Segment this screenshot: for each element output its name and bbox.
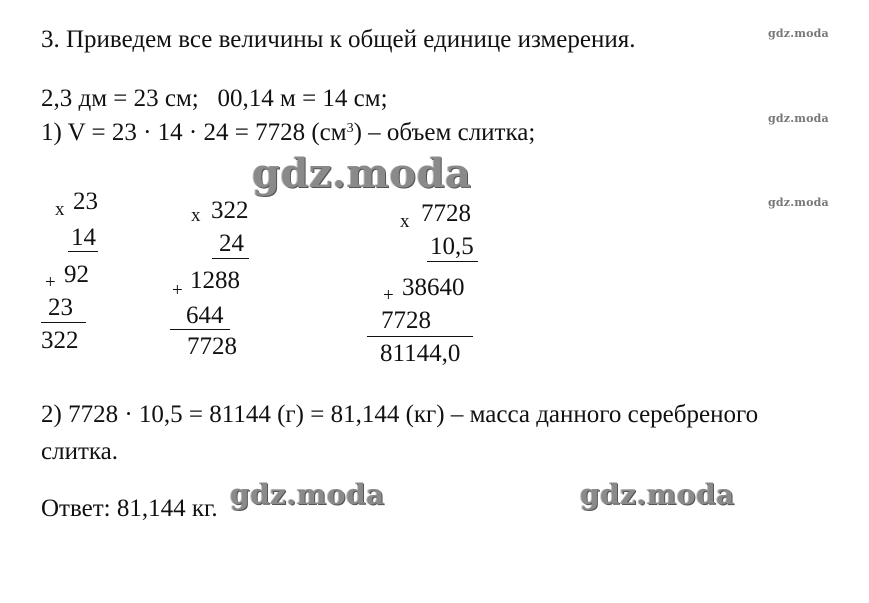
calc2-underline-2 bbox=[170, 329, 230, 330]
calc1-result: 322 bbox=[41, 327, 79, 354]
calc2-multiplier: 24 bbox=[219, 230, 244, 257]
calc3-multiply-sign: x bbox=[400, 211, 410, 232]
conversion-line: 2,3 дм = 23 см; 00,14 м = 14 см; bbox=[41, 85, 388, 112]
calc1-underline-2 bbox=[41, 322, 86, 323]
task-heading: 3. Приведем все величины к общей единице измерения. bbox=[41, 26, 636, 53]
calc3-underline-2 bbox=[367, 336, 473, 337]
calc1-multiplicand: 23 bbox=[73, 188, 98, 215]
step1-suffix: ) – объем слитка; bbox=[353, 119, 536, 146]
calc2-partial-1: 1288 bbox=[190, 267, 240, 294]
calc3-plus-sign: + bbox=[383, 285, 394, 306]
calc2-plus-sign: + bbox=[172, 280, 183, 301]
calc1-underline-1 bbox=[68, 251, 98, 252]
calc1-partial-2: 23 bbox=[48, 294, 73, 321]
calc3-multiplier: 10,5 bbox=[430, 233, 474, 260]
calc3-result: 81144,0 bbox=[380, 340, 461, 367]
calc3-partial-2: 7728 bbox=[381, 307, 431, 334]
calc2-multiplicand: 322 bbox=[211, 197, 249, 224]
step1-prefix: 1) V = 23 · 14 · 24 = 7728 (см bbox=[41, 119, 347, 146]
watermark-small-3: gdz.moda bbox=[768, 196, 829, 209]
calc1-multiply-sign: x bbox=[55, 199, 65, 220]
calc3-partial-1: 38640 bbox=[402, 274, 465, 301]
calc2-result: 7728 bbox=[187, 333, 237, 360]
watermark-small-1: gdz.moda bbox=[768, 27, 829, 40]
step1-line bbox=[41, 118, 535, 148]
watermark-large-2: gdz.moda bbox=[230, 478, 385, 511]
calc2-underline-1 bbox=[212, 258, 249, 259]
step2-line-1: 2) 7728 · 10,5 = 81144 (г) = 81,144 (кг) – масса данного серебреного bbox=[41, 401, 759, 428]
watermark-small-2: gdz.moda bbox=[768, 112, 829, 125]
calc2-multiply-sign: x bbox=[191, 205, 201, 226]
step1-superscript: 3 bbox=[346, 121, 354, 136]
calc3-underline-1 bbox=[427, 261, 478, 262]
calc2-partial-2: 644 bbox=[186, 302, 224, 329]
calc1-multiplier: 14 bbox=[71, 224, 96, 251]
step2-line-2: слитка. bbox=[41, 438, 118, 465]
calc3-multiplicand: 7728 bbox=[421, 200, 471, 227]
watermark-large-3: gdz.moda bbox=[580, 478, 735, 511]
calc1-plus-sign: + bbox=[45, 272, 56, 293]
answer-line: Ответ: 81,144 кг. bbox=[41, 495, 218, 522]
watermark-large-1: gdz.moda bbox=[252, 150, 472, 197]
calc1-partial-1: 92 bbox=[64, 261, 89, 288]
